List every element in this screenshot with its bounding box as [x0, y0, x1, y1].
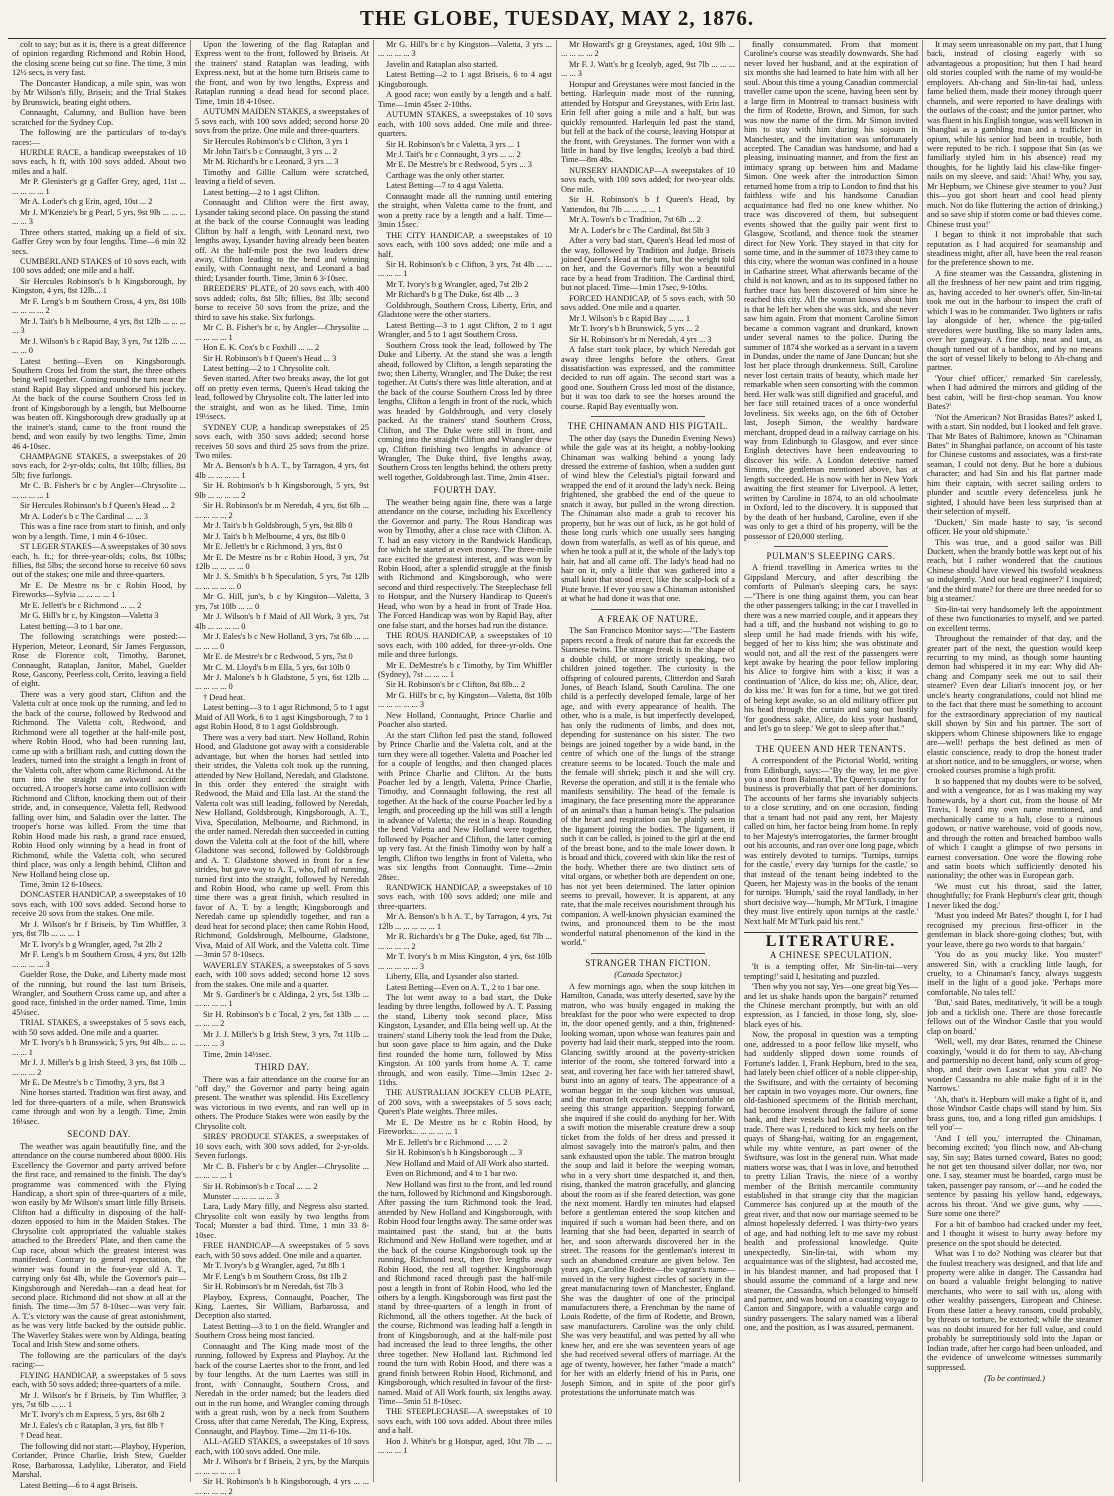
paragraph: Mr J. Wilson's b c Rapid Bay, 3 yrs, 7st 12lb ... ... ... ... 0: [12, 336, 186, 356]
paragraph: THE AUSTRALIAN JOCKEY CLUB PLATE, of 200 sovs, with a sweepstakes of 5 sovs each; Queen's Plate weights. Three miles.: [378, 1088, 552, 1117]
paragraph: Mr F. Leng's b m Southern Cross, 4 yrs, 8st 12lb ... ... ... ... 3: [12, 950, 186, 969]
paragraph: Mr J. Tait's b h Goldsbrough, 5 yrs, 9st 8lb 0: [203, 521, 353, 531]
paragraph: Mr G. Hill's br c, by Kingston—Valetta 3: [20, 611, 159, 621]
paragraph: I began to think it not improbable that such reputation as I had acquired for seamanship and steadiness might, after all, have been the real reason for the preference shown to me.: [927, 230, 1102, 268]
paragraph: Sir H. Robinson's b f Queen's Head, by Yattendon, 8st 7lb ... ... ... ... 1: [561, 195, 735, 214]
paragraph: Latest Betting—2 to 1 agst Briseis, 6 to 4 agst Kingsborough.: [378, 70, 552, 89]
paragraph: Mr J. Tait's b h Melbourne, 4 yrs, 8st 12lb ... ... ... ... 3: [12, 316, 186, 336]
paragraph: Mr J. J. Miller's b g Irish Steed, 3 yrs, 8st 10lb ... ... ... ... 2: [12, 1058, 186, 1077]
paragraph: Mr T. Ivory's b h Brunswick, 5 yrs ... 2: [569, 324, 700, 334]
paragraph: Mr C. B. Fisher's br c by Angler—Chrysolite ... ... ... ... ... 1: [195, 1161, 369, 1181]
paragraph: Time, 2min 14½sec.: [203, 1049, 272, 1059]
paragraph: † Dead heat.: [203, 692, 246, 702]
paragraph: The following scratchings were posted:—Hyperion, Meteor, Leonard, Sir James Fergusson, Rose de Florence colt, Timothy, Baronet, Connaught, Rataplan, Janitor, Mabel, Guelder Rose, Gascony, Peerless colt, Cerito, leaving a field of eight.: [12, 632, 186, 689]
column-3: [374, 40, 557, 1482]
paragraph: Mr J. Eales's b c New Holland, 3 yrs, 7st 6lb ... ... ... ... ... 0: [195, 632, 369, 651]
paragraph: Mr E. Jellett's br c Richmond, 3 yrs, 8st 0: [203, 542, 343, 552]
section-divider: [591, 609, 705, 610]
paragraph: Mr J. Wilson's br f Briseis, by Tim Whiffler, 3 yrs, 8st 7lb ... ... ... 1: [12, 919, 186, 939]
paragraph: NURSERY HANDICAP—A sweepstakes of 10 sovs each, with 100 sovs added; for two-year olds. One mile.: [561, 165, 735, 194]
paragraph: Mr E. De Mestre's b c Timothy, 3 yrs, 8st 3: [20, 1078, 165, 1088]
paragraph: Mr T. Ivory's b g Wrangler, aged, 7st 2lb 2: [386, 279, 529, 289]
paragraph: Mr E. Jellett's br c Richmond ... ... 2: [20, 600, 142, 610]
paragraph: WAVERLEY STAKES, a sweepstakes of 5 sovs each, with 100 sovs added; second horse 12 sovs from the stakes. One mile and a quarter.: [195, 960, 369, 989]
paragraph: Southern Cross took the lead, followed by The Duke and Liberty. At the stand she was a length ahead, followed by Clifton, a length separating the two; then Liberty, Wrangler, and The Duke; the rest together. At Cutts's there was little alteration, and at the back of the course Southern Cross led by three lengths, Clifton a length in front of the ruck, which was headed by Goldsbrough, and very closely packed. At the trainers' stand Southern Cross, Clifton, and The Duke were still in front, and coming into the straight Clifton and Wrangler drew up, Clifton finishing two lengths in advance of Wrangler, The Duke third, five lengths away, Southern Cross ten lengths behind, the others pretty well together, Goldsbrough last. Time, 2min 41sec.: [378, 340, 552, 482]
paragraph: Mr G. Hill's br c by Kingston—Valetta, 3 yrs ... ... ... ... ... 3: [378, 40, 552, 59]
paragraph: Connaught and The King made most of the running, followed by Express and Playboy. At the back of the course Laertes shot to the front, and led by four lengths. At the turn Laertes was still in front, with Connaught, Southern Cross, and Neredah in the order named; but the leaders died out in the run home, and Wrangler coming through with a great rush, won by a neck from Southern Cross, after that came Neredah, The King, Express, Connaught, and Playboy. Time—2m 11-6-10s.: [195, 1341, 369, 1436]
paragraph: Goldsbrough, Southern Cross, Liberty, Erin, and Gladstone were the other starters.: [378, 300, 552, 320]
section-divider: [774, 546, 888, 547]
paragraph: Guelder Rose, the Duke, and Liberty made most of the running, but round the last turn Briseis, Wrangler, and Southern Cross came up, and after a good race, finished in the order named. Time, 1min 45¼sec.: [12, 970, 186, 1017]
column-6: [923, 40, 1106, 1482]
paragraph: New Holland, Connaught, Prince Charlie and Poacher also started.: [378, 710, 552, 730]
paragraph: † Dead heat.: [20, 1431, 63, 1441]
masthead-rule: [8, 38, 1106, 39]
paragraph: Mr E. De Mestre ns br c Robin Hood, 3 yrs, 7st 12lb ... ... ... ... 0: [195, 552, 369, 572]
paragraph: Seven started. After two breaks away, the lot got off on pretty even terms, Queen's Head taking the lead, followed by Chrysolite colt. The latter led into the straight, and won as he liked. Time, 1min 19½secs.: [195, 374, 369, 422]
paragraph: A good race; won easily by a length and a half. Time—1min 45sec 2-10ths.: [378, 90, 552, 109]
column-1: [8, 40, 191, 1490]
paragraph: Mr E. de Mestre's br c Redwood, 5 yrs, 7st 0: [203, 652, 353, 662]
paragraph: Mr J. Wilson's b f Maid of All Work, 3 yrs, 7st 4lb ... ... ... ... 0: [195, 612, 369, 631]
paragraph: 'Ah, that's it. Hepburn will make a fight of it, and those Windsor Castle chaps will stand by him. Six brass guns, too, and a long rifled gun amidships. I tell you'—: [927, 1094, 1102, 1133]
paragraph: The weather was again beautifully fine, and the attendance on the course numbered about 8000. His Excellency the Governor and party arrived before the first race, and remained to the finish. The day's programme was commenced with the Flying Handicap, a short spin of three-quarters of a mile, won easily by Mr Wilson's smart little filly Briseis. Clifton had a difficulty in disposing of the half-dozen opposed to him in the Maiden Stakes. The Chrysolite colt appropriated the valuable stakes attached to the Breeders' Plate, and then came the Cup race, about which the greatest interest was manifested. Contrary to general expectation, the winner was found in the four-year old A. T., carrying only 6st 4lb, while the Governor's pair—Kingsborough and Neredah—ran a dead heat for second place. Richmond did not show at all at the finish. The time—3m 57 8-10sec—was very fair. A. T.'s victory was the cause of great astonishment, as he was very little backed by the outside public. The Waverley Stakes were won by Aldinga, beating Tocal and Irish Stew and some others.: [12, 1141, 186, 1350]
paragraph: Connaught made all the running until entering the straight, when Valetta came to the front, and won a pretty race by a length and a half. Time—3min 15sec.: [378, 191, 552, 230]
paragraph: DONCASTER HANDICAP, a sweepstakes of 10 sovs each, with 100 sovs added. Second horse to receive 20 sovs from the stakes. One mile.: [12, 890, 186, 919]
paragraph: Latest Betting—3 to 1 on the field. Wrangler and Southern Cross being most fancied.: [195, 1321, 369, 1341]
section-divider: [774, 739, 888, 740]
paragraph: Mr A. Loder's br c The Cardinal, 8st 5lb 3: [569, 225, 710, 235]
paragraph: Mr E. De Mestre ns br c Robin Hood, by Fireworks—Sylvia ... ... ... ... 1: [12, 580, 186, 600]
paragraph: Sir Hercules Robinson's b f Queen's Head ... 2: [20, 501, 175, 511]
paragraph: Mr E. DeMestre's b c Timothy, by Tim Whiffler (Sydney), 7st ... ... ... 1: [378, 660, 552, 679]
paragraph: AUTUMN MAIDEN STAKES, a sweepstakes of 5 sovs each, with 100 sovs added; second horse 20 sovs from the prize. One mile and three-quarters.: [195, 107, 369, 136]
paragraph: THE CITY HANDICAP, a sweepstakes of 10 sovs each, with 100 sovs added; one mile and a half.: [378, 230, 552, 259]
paragraph: SYDNEY CUP, a handicap sweepstakes of 25 sovs each, with 350 sovs added; second horse receives 50 sovs and third 25 sovs from the prize. Two miles.: [195, 422, 369, 461]
paragraph: Mr E. Jellett's br c Richmond ... ... 2: [386, 1137, 508, 1147]
paragraph: FREE HANDICAP—A sweepstakes of 5 sovs each, with 50 sovs added. One mile and a quarter.: [195, 1241, 369, 1260]
paragraph: This was a fine race from start to finish, and only won by a length. Time, 1 min 4 6-10sec.: [12, 522, 186, 541]
paragraph: Sir H. Robinson's b c Tocal ... ... 2: [203, 1181, 318, 1191]
paragraph: Latest Betting—6 to 4 agst Briseis.: [20, 1480, 138, 1490]
paragraph: BREEDERS' PLATE, of 20 sovs each, with 400 sovs added; colts, 8st 5lb; fillies, 8st 3lb; second horse to receive 50 sovs from the prize, and the third to save his stake. Six furlongs.: [195, 284, 369, 322]
paragraph: Mr J. Wilson's br f Briseis, 2 yrs, by the Marquis ... ... ... ... ... 1: [195, 1457, 369, 1476]
section-divider: [591, 953, 705, 954]
section-heading: PULMAN'S SLEEPING CARS.: [766, 551, 896, 562]
paragraph: Mr J. S. Smith's b h Speculation, 5 yrs, 7st 12lb ... ... ... ... ... 0: [195, 572, 369, 591]
paragraph: Sir H. Robinson's br m Neredah, 4 yrs ... 3: [569, 334, 712, 344]
paragraph: Mr Richard's b g The Duke, 6st 4lb ... 3: [386, 290, 519, 300]
paragraph: Mr A. Benson's b h A. T., by Tarragon, 4 yrs, 7st 12lb ... ... ... ... ... 1: [378, 912, 552, 931]
paragraph: The following are the particulars of to-day's races:—: [12, 128, 186, 147]
paragraph: Latest Betting—Even on A. T., 2 to 1 bar one.: [386, 982, 540, 992]
paragraph: Munster ... ... ... ... ... 3: [203, 1192, 280, 1202]
paragraph: Hon E. K. Cox's b c Foxhill ... ... 2: [203, 343, 320, 353]
paragraph: Mr J. Eales's ch c Rataplan, 3 yrs, 6st 8lb †: [20, 1420, 165, 1430]
paragraph: Mr A. Loder's ch g Erin, aged, 10st ... 2: [20, 197, 153, 207]
paragraph: Mr S. Gardiner's br c Aldinga, 2 yrs, 5st 13lb ... ... ... ... ... 1: [195, 989, 369, 1009]
paragraph: Javelin and Rataplan also started.: [386, 59, 498, 69]
paragraph: Mr J. Malone's b h Gladstone, 5 yrs, 6st 12lb ... ... ... ... ... 0: [195, 673, 369, 692]
paragraph: New Holland was first to the front, and led round the turn, followed by Richmond and Kingsborough. After passing the turn Richmond took the lead, attended by New Holland and Kingsborough, with Robin Hood four lengths away. The same order was maintained past the stand, but at the butts Richmond and New Holland were together, and at the back of the course Kingsborough took up the running, Richmond next, then five lengths away Robin Hood, the rest all together. Kingsborough and Richmond raced through past the half-mile post a length in front of Robin Hood, who led the others by a length. Kingsborough was first past the stand by three-quarters of a length in front of Richmond, all the others together. At the back of the course, Richmond was leading half a length in front of Kingsborough, and at the half-mile post had increased the lead to three lengths, the other three together. New Holland last. Richmond led round the turn with Robin Hood, and there was a grand finish between Robin Hood, Richmond, and Kingsborough, which resulted in favour of the first-named. Maid of All Work fourth, six lengths away. Time—5min 51 8-10sec.: [378, 1179, 552, 1406]
paragraph: Upon the lowering of the flag Rataplan and Express went to the front, followed by Briseis. At the trainers' stand Rataplan was leading, with Express next, but at the home turn Briseis came to the front, and won by two lengths, Express and Rataplan running a dead head for second place. Time, 1min 18 4-10sec.: [195, 40, 369, 106]
paragraph: Mr T. Ivory's ch m Express, 5 yrs, 8st 6lb 2: [20, 1410, 165, 1420]
paragraph: Sir Hercules Robinson's b h Kingsborough, by Kingston, 4 yrs, 8st 12lb... 1: [12, 276, 186, 296]
paragraph: The weather being again fine, there was a large attendance on the course, including his Excellency the Governor and party. The Rous Handicap was won by Timothy, after a close race with Clifton. A. T. had an easy victory in the Randwick Handicap, for which he started at even money. The three-mile race excited the greatest interest, and was won by Robin Hood, after a splendid struggle at the finish with Richmond and Kingsborough, who were second and third respectively. The Steeplechase fell to Hotspur, and the Nursery Handicap to Queen's Head, who won by a head in front of Trade Hoa. The Forced Handicap was won by Rapid Bay, after one false start, and the horses had run the distance.: [378, 497, 552, 630]
paragraph: A fine steamer was the Cassandra, glistening in all the freshness of her new paint and trim rigging, as, having acceded to her owner's offer, Sin-lin-tai took me out in the harbour to inspect the craft of which I was to be commander. Two lighters or rafts lay alongside of her, whence the pig-tailed stevedores were bustling, like so many laden ants, over her gangway. A fine ship, neat and taut, as though turned out of a bandbox, and by no means the sort of vessel likely to belong to Ah-chang and partner.: [927, 268, 1102, 373]
paragraph: Carthage was the only other starter.: [386, 170, 505, 180]
paragraph: THE ROUS HANDICAP, a sweepstakes of 10 sovs each, with 100 added, for three-yr-olds. One mile and three furlongs.: [378, 631, 552, 660]
paragraph: Mr G. Hill's br c, by Kingston—Valetta, 8st 10lb ... ... ... ... ... 3: [378, 690, 552, 710]
paragraph: HURDLE RACE, a handicap sweepstakes of 10 sovs each, h ft, with 100 sovs added. About two miles and a half.: [12, 147, 186, 176]
paragraph: Sir H. Robinson's b h Kingsborough, 4 yrs ... ... ... ... ... ... 2: [195, 1477, 369, 1496]
paragraph: Sir H. Robinson's br c Valetta, 3 yrs ... 1: [386, 139, 521, 149]
paragraph: 'And I tell you,' interrupted the Chinaman, becoming excited; 'you flinch now, and Ah-chang say, Sin say; Bates turned coward, Bates no good; he not get ten thousand silver dollar, nor two, nor one. I say, steamer must be boarded, cargo must be taken, passenger pay ransom, or'—and he coded the sentence by passing his yellow hand, edgeways, across his throat. 'And we give guns, why ——. Sure some one there?': [927, 1133, 1102, 1219]
paragraph: Mr A. Loder's b c The Cardinal ... ... 3: [20, 511, 148, 521]
paragraph: colt to say; but as it is, there is a great difference of opinion regarding Richmond and Robin Hood, the closing scene being cut so fine. The time, 3 min 12½ secs, is very fast.: [12, 40, 186, 78]
paragraph: A few mornings ago, when the soup kitchen in Hamilton, Canada, was utterly deserted, save by the matron, who was busily engaged in making the breakfast for the poor who were expected to drop in, the door opened gently, and a thin, frightened-looking woman, upon whose wan features pain and poverty had laid their mark, stepped into the room. Glancing swiftly around at the poverty-stricken interior of the room, she tottered forward into a seat, and covering her face with her tattered shawl, burst into an agony of tears. The appearance of a woman beggar in the soup kitchen was unusual, and the matron felt exceedingly uncomfortable on seeing this strange apparition. Stepping forward, she inquired if she could do anything for her. With a swift motion the miserable creature drew a soup ticket from the folds of her dress and pressed it almost savagely into the matron's palm, and then sank exhausted upon the table. The matron brought the soup and laid it before the weeping woman, who in a very short time despatched it, and then, rising, thanked the matron gracefully, and glancing about the room as if she feared detection, was gone the next moment. Hardly ten minutes had elapsed before a gentleman entered the soup kitchen and inquired if such a woman had been there, and on learning that she had been, departed in search of her, and soon afterwards discovered her in the street. The reasons for the gentleman's interest in such an abandoned creature are given below. Ten years ago, Caroline Rodette—the vagrant's name—moved in the very highest circles of society in the great manufacturing town of Manchester, England. She was the daughter of one of the principal manufacturers there, a Frenchman by the name of Louis Rodette, of the firm of Rodette, and Brown, saw manufacturers. Caroline was the only child. She was very beautiful, and was petted by all who knew her, and ere she was seventeen years of age she had received several offers of marriage. At the age of twenty, however, her father "made a match" for her with an elderly friend of his in Paris, one Joseph Simon, and in spite of the poor girl's protestations the unfortunate match was: [561, 981, 735, 1398]
paragraph: 'Duckett,' Sin made haste to say, 'is second officer. He your old shipmate.': [927, 517, 1102, 537]
paragraph: Mr C. B. Fisher's br c, by Angler—Chrysolite ... ... ... ... ... 1: [195, 323, 369, 342]
paragraph: Sin-lin-tai very handsomely left the appointment of these two functionaries to myself, and we parted on excellent terms.: [927, 604, 1102, 633]
paragraph: Mr F. Leng's b m Southern Cross, 4 yrs, 8st 10lb ... ... ... ... 2: [12, 296, 186, 316]
paragraph: THE STEEPLECHASE—A sweepstakes of 10 sovs each, with 100 sovs added. About three miles and a half.: [378, 1407, 552, 1436]
paragraph: Mr G. Hill, jun's, b c by Kingston—Valetta, 3 yrs, 7st 10lb ... ... 0: [195, 592, 369, 611]
paragraph: ST LEGER STAKES—A sweepstakes of 30 sovs each, h. ft.; for three-year-olds; colts, 8st 10lbs; fillies, 8st 5lbs; the second horse to receive 60 sovs out of the stakes; one mile and three-quarters.: [12, 542, 186, 580]
paragraph: Mr E. De Mestre's br c Redwood, 5 yrs ... 3: [386, 160, 532, 170]
column-4: [557, 40, 740, 1482]
paragraph: The other day (says the Dunedin Evening News) while the gale was at its height, a nobby-looking Chinaman was walking behind a young lady dressed the extreme of fashion, when a sudden gust of wind blew the Celestial's pigtail forward and wrapped the end of it around the lady's neck. Being frightened, she grabbed the end of the queue to snatch it away, but pulled in the wrong direction. The Chinaman also made a grab to recover his property, but he was out of luck, as he got hold of those long curls which one usually sees hanging down from waterfalls, as well as of his queue, and when he took a pull at it, the whole of the lady's top hair, hat and all came off. The lady's head had no hair on it, only a little that was gathered into a small knot that stood erect, like the scalp-lock of a Piute brave. If ever you saw a Chinaman astonished at what he had done it was that one.: [561, 433, 735, 604]
paragraph: It may seem unreasonable on my part, that I hung back, instead of closing eagerly with so advantageous a proposition; but then I had heard old stories coupled with the name of my would-be employers. Ah-chang and Sin-lin-tai had, unless fame belied them, made their money through queer channels, and were reported to have dealings with the outlaws of the coast; and the junior partner, who was fluent in his English tongue, was well known in Shanghai as a gambling man and a trafficker in opium, while his senior had been in trouble, both were reputed to be rich. I suppose that Sin (as we familiarly styled him in his absence) read my thoughts, for he lightly laid his claw-like finger-nails on my sleeve, and said: 'Ahai! Why, you say, Mr Hepburn, we Chinese give steamer to you? Just this—you got short heart and cool head plenty much. Not do like fluttering the action of drinking,) and so save ship if storm come or bad thieves come. Chinese trust you!': [927, 40, 1102, 229]
paragraph: Latest betting—2 to 1 Chrysolite colt.: [203, 363, 331, 373]
paragraph: Playboy, Express, Connaught, Poacher, The King, Laertes, Sir William, Barbarossa, and Deception also started.: [195, 1292, 369, 1321]
section-heading: A CHINESE SPECULATION.: [769, 949, 893, 960]
paragraph: Sir H. Robinson's br c Clifton, 8st 8lb... 2: [386, 680, 526, 690]
section-heading: SECOND DAY.: [67, 1129, 131, 1140]
paragraph: Liberty, Ella, and Lysander also started.: [386, 972, 519, 982]
paragraph: Connaught, Calumny, and Bullion have been scratched for the Sydney Cup.: [12, 108, 186, 127]
masthead-title: THE GLOBE, TUESDAY, MAY 2, 1876.: [359, 6, 755, 30]
masthead: [0, 6, 1114, 36]
paragraph: 'Then why you not say, Yes—one great big Yes—and let us shake hands upon the bargain?' returned the Chinese merchant promptly, but with an old expression, as I fancied, in those long, sly, sloe-black eyes of his.: [744, 982, 918, 1029]
paragraph: Time, 3min 12 6-10secs.: [20, 879, 103, 889]
literature-heading: LITERATURE.: [744, 932, 918, 946]
paragraph: Latest betting—Even on Kingsborough. Southern Cross led from the start, the three others being well together. Coming round the turn near the stand Rapid Bay slipped and unhorsed his jockey. At the back of the course Southern Cross led in front of Kingsborough by a length, but Melbourne was beaten off. Kingsborough drew gradually up at the trainer's stand, came to the front round the bend, and won easily by two lengths. Time, 2min 46 4-10sec.: [12, 356, 186, 451]
paragraph: Mr J. Tait's b h Melbourne, 4 yrs, 8st 8lb 0: [203, 531, 346, 541]
paragraph: It so happened that my doubts were to be solved, and with a vengeance, for as I was making my way homewards, by a short cut, from the house of Mr Travis, I heard my own name mentioned, and mechanically came to a halt, close to a ruinous godown, or native warehouse, void of goods now, and through the rotten and breached bamboo walls of which I caught a glimpse of two persons in earnest conversation. One wore the flowing robe and satin boots which sufficiently denoted his nationality; the other was in European garb.: [927, 776, 1102, 881]
paragraph: Connaught and Clifton were the first away, Lysander taking second place. On passing the stand at the back of the course Connaught was leading Clifton by half a length, with Leonard next, two lengths away, Lysander having already been beaten off. At the half-mile post the two leaders drew away, Clifton leading to the bend and winning easily, with Connaught next, and Leonard a bad third; Lysander fourth. Time, 3min 6 3-10sec.: [195, 198, 369, 283]
paragraph: Latest betting—3 to 1 agst Richmond, 5 to 1 agst Maid of All Work, 6 to 1 agst Kingsborough, 7 to 1 agst Robin Hood, 8 to 1 agst Goldsbrough.: [195, 703, 369, 732]
paragraph: There was a fair attendance on the course for an "off day," the Governor and party being again present. The weather was splendid. His Excellency was victorious in two events, and ran well up in others. The Produce Stakes were won easily by the Chrysolite colt.: [195, 1074, 369, 1131]
paragraph: Latest Betting—3 to 1 agst Clifton, 2 to 1 agst Wrangler, and 5 to 1 agst Southern Cross.: [378, 320, 552, 340]
paragraph: RANDWICK HANDICAP, a sweepstakes of 10 sovs each, with 100 sovs added; one mile and three-quarters.: [378, 882, 552, 911]
paragraph: CHAMPAGNE STAKES, a sweepstakes of 20 sovs each, for 2-yr-olds; colts, 8st 10lb; fillies, 8st 5lb; five furlongs.: [12, 452, 186, 480]
paragraph: Now, the proposal in question was a tempting one, addressed to a poor fellow like myself, who had suddenly slipped down some rounds of Fortune's ladder. I, Frank Hepburn, bred to the sea, had lately been chief officer of a noble clipper-ship, the Swiftsure, and with the certainty of becoming her captain in two voyages more. Our owners, fine old-fashioned specimens of the British merchant, had become insolvent through the failure of some bank, and their vessels had been sold for another trade. There was I, reduced to kick my heels on the quays of Shang-hai, waiting for an engagement, while my white venture, as part owner of the Swiftsure, was lost in the general ruin. What made matters worse was, that I was in love, and betrothed to pretty Lilian Travis, the niece of a worthy member of the British mercantile community established in that strange city that the magician Commerce has conjured up at the mouth of the great river, and that now our marriage seemed to be almost hopelessly deferred. I was thirty-two years of age, and had nothing left to me save my robust health and professional knowledge. Quite unexpectedly, Sin-lin-tai, with whom my acquaintance was of the slightest, had accosted me, in his blandest manner, and had proposed that I should assume the command of a large and new steamer, the Cassandra, which belonged to himself and partner, and was bound on a coasting voyage to Canton and Singapore, with a valuable cargo and sundry passengers. The salary named was a liberal one, and the position, as I was assured, permanent.: [744, 1030, 918, 1333]
paragraph: Hotspur and Greystanes were most fancied in the betting. Harlequin made most of the running, attended by Hotspur and Greystanes, with Erin last. Erin fell after going a mile and a half, but was quickly remounted. Harlequin led past the stand, but fell at the back of the course, leaving Hotspur at the front, with Greystanes. The former won with a little in hand by five lengths, Iceolyb a bad third. Time—8m 48s.: [561, 79, 735, 165]
columns: [8, 40, 1106, 1496]
paragraph: The San Francisco Monitor says:—"The Eastern papers record a freak of nature that far exceeds the Siamese twins. The strange freak is in the shape of a double child, or more strictly speaking, two children joined together. The curiosity is the offspring of coloured parents, Clitterdon and Sarah Jones, of Beach Island, South Carolina. The one child is a perfectly developed female, large of her age, and with every appearance of health. The other, who is a male, is but imperfectly developed, has only the rudiments of limbs, and does not, depending for sustenance on his sister. The two beings are joined together by a wide band, in the centre of which one of the lungs of the strange creature seems to be located. Touch the male and the female will shriek; pinch it and she will cry. Reverse the operation, and still it is the female who manifests sensibility. The head of the female is imaginary, the face presenting more the appearance of an animal's than a human being's. The pulsation of the heart and respiration can be plainly seen in the ligament joining the bodies. The ligament, if such it can be called, is joined to the girl at the end of the breast bone, and to the male lower down. It is broad and thick, covered with skin like the rest of the body. Whether there are two distinct sets of vital organs, or whether both are dependent on one, has not yet been determined. The latter opinion seems to prevail, however. It is apparent, at any rate, that the male receives nourishment through his companion. A well-known physician examined the twins, and pronounced them to be the most wonderful natural phenomenon of the kind in the world.": [561, 626, 735, 948]
paragraph: Sir H. Robinson's br m Neredah, 4 yrs, 6st 6lb ... ... ... ... ... 2: [195, 501, 369, 520]
paragraph: Latest betting—2 to 1 agst Clifton.: [203, 187, 320, 197]
paragraph: Mr John Tait's b c Connaught, 3 yrs ... 2: [203, 146, 338, 156]
section-heading: A FREAK OF NATURE.: [597, 613, 699, 624]
paragraph: The following are the particulars of the day's racing:—: [12, 1350, 186, 1370]
paragraph: The following did not start:—Playboy, Hyperion, Coriander, Prince Charlie, Irish Stew, Guelder Rose, Barbarossa, Ladylike, Liberator, and Field Marshal.: [12, 1441, 186, 1480]
paragraph: 'Not the American? Not Brasidas Bates?' asked I, with a start. Sin nodded, but I looked and felt grave. That Mr Bates of Baltimore, known as "Chinaman Bates" in Shanghai parlance, on account of his taste for Chinese customs and associates, was a first-rate seaman, I could not deny. But he bore a dubious character; and had Sin and his flat partner made him their captain, with secret sailing orders to plunder and scuttle every defenceless junk he sighted, I should have been less surprised than at their selection of myself.: [927, 412, 1102, 517]
paragraph: Latest betting—3 to 1 bar one.: [20, 621, 123, 631]
paragraph: This was true, and a good sailor was Bill Duckett, when the brandy bottle was kept out of his reach, but I rather wondered that the cautious Chinese should have viewed his twofold weakness so indulgently. 'And our head engineer?' I inquired; 'and the third mate? for there are three needed for so big a steamer.': [927, 537, 1102, 604]
continued-note: (To be continued.): [984, 1373, 1045, 1383]
paragraph: Sir H. Robinson's b f Queen's Head ... 3: [203, 353, 337, 363]
paragraph: Mr J. Wilson's b c Rapid Bay ... ... 1: [569, 313, 691, 323]
source-credit: (Canada Spectator.): [614, 970, 682, 980]
paragraph: Mr P. Glenister's gr g Gaffer Grey, aged, 11st ... ... ... ... ... 1: [12, 177, 186, 196]
paragraph: Sir H. Robinson's br m Neredah, 6st 7lb 3: [203, 1282, 344, 1292]
section-divider: [591, 416, 705, 417]
paragraph: 'We must cut his throat, said the latter, thoughtfully; for Frank Hepburn's clear grit, though I never liked the dog.': [927, 881, 1102, 910]
paragraph: ALL-AGED STAKES, a sweepstakes of 10 sovs each, with 100 sovs added. One mile.: [195, 1437, 369, 1456]
paragraph: A friend travelling in America writes to the Gippsland Mercury, and after describing the comforts of Pulman's sleeping cars, he says:—"There is one thing against them, you can hear the other passengers talking; in the car I travelled in there was a new married couple, and it appears they had a tiff, and the husband not wishing to go to sleep until he had made friends with his wife, begged of her to kiss him; she was obstinate and would not, and all the rest of the passengers were kept awake by hearing the poor fellow imploring his Alice to forgive him with a kiss; it was a continuation of 'Alice, do kiss me; oh, Alice, dear, do kiss me.' It was fun for a time, but we got tired of being kept awake, so an old military officer put his head through the curtain and sang out lustily 'for goodness sake, Alice, do kiss your husband, and let's go to sleep.' We got to sleep after that.": [744, 563, 918, 734]
paragraph: Even on Richmond, and 4 to 1 bar two.: [386, 1169, 518, 1179]
paragraph: For a bit of bamboo had cracked under my feet, and I thought it wisest to hurry away before my presence on the spot should be detected.: [927, 1219, 1102, 1248]
paragraph: FLYING HANDICAP, a sweepstakes of 5 sovs each, with 50 sovs added; three-quarters of a mile.: [12, 1370, 186, 1390]
paragraph: Three others started, making up a field of six. Gaffer Grey won by four lengths. Time—6 min 32 secs.: [12, 227, 186, 256]
paragraph: A false start took place, by which Neredah got away three lengths before the others. Great dissatisfaction was expressed, and the committee decided to run off again. The second start was a good one. Southern Cross led most of the distance, but it was too dark to see the horses around the course. Rapid Bay eventually won.: [561, 345, 735, 411]
paragraph: 'It is a tempting offer, Mr Sin-lin-tai—very tempting!' said I, hesitating and puzzled.: [744, 962, 918, 981]
paragraph: Nine horses started. Tradition was first away, and led for three-quarters of a mile, when Brunswick came through and won by a length. Time, 2min 16¼sec.: [12, 1088, 186, 1126]
paragraph: Mr T. Ivory's b m Miss Kingston, 4 yrs, 6st 10lb ... ... ... ... ... 3: [378, 952, 552, 971]
paragraph: There was a very bad start. New Holland, Robin Hood, and Gladstone got away with a considerable advantage, but when the horses had settled into their strides, the Valetta colt took up the running, attended by New Holland, Neredah, and Gladstone. In this order they entered the straight with Redwood, the Maid and Ella last. At the stand the Valetta colt was still leading, followed by Neredah, New Holland, Goldsbrough, Kingsborough, A. T., Viva, Speculation, Melbourne, and Richmond, in the order named. Neredah then succeeded in cutting down the Valetta colt at the foot of the hill, where Gladstone was second, followed by Goldsbrough and A. T. Gladstone showed in front for a few strides, but gave way to A. T., who, full of running, turned first into the straight, followed by Neredah and Robin Hood, who came up well. From this time there was a great finish, which resulted in favor of A. T. by a length; Kingsborough and Neredah came up splendidly together, and ran a dead heat for second place; then came Robin Hood, Richmond, Goldsbrough, Melbourne, Gladstone, Viva, Maid of All Work, and the Valetta colt. Time—3min 57 8-10secs.: [195, 732, 369, 960]
paragraph: Sir H. Robinson's b h Kingsborough, 5 yrs, 9st 9lb ... ... ... ... 2: [195, 481, 369, 500]
paragraph: Sir H. Robinson's b h Kingsborough ... 3: [386, 1148, 523, 1158]
paragraph: The lot went away to a bad start, the Duke leading by three lengths, followed by A. T. Passing the stand, Liberty took second place, Miss Kingston, Lysander, and Ella being well up. At the trainers' stand Liberty took the lead from the Duke, but soon gave place to him again, and the Duke first rounded the home turn, followed by Miss Kingston. At 100 yards from home A. T. came through, and won easily. Time—3min 12sec 2-11ths.: [378, 992, 552, 1088]
paragraph: TRIAL STAKES, a sweepstakes of 5 sovs each, with 50 sovs added. One mile and a quarter.: [12, 1018, 186, 1037]
paragraph: Mr A. Benson's b h A. T., by Tarragon, 4 yrs, 6st 4lb ... ... ... ... 1: [195, 461, 369, 480]
paragraph: Mr A. Town's b c Tradition, 7st 6lb ... 2: [569, 215, 701, 225]
paragraph: Mr J. M'Kenzie's br g Pearl, 5 yrs, 9st 9lb ... ... ... ... ... 3: [12, 207, 186, 227]
paragraph: 'But,' said Bates, meditatively, 'it will be a tough job and a ticklish one. There are those forecastle fellows out of the Windsor Castle that you would clap on board.': [927, 998, 1102, 1036]
paragraph: Mr E. De Mestre ns br c Robin Hood, by Fireworks... ... ... ... ... 1: [378, 1117, 552, 1137]
paragraph: Timothy and Gillie Callum were scratched, leaving a field of seven.: [195, 167, 369, 187]
paragraph: The Doncaster Handicap, a mile spin, was won by Mr Wilson's filly, Briseis; and the Trial Stakes by Brunswick, beating eight others.: [12, 78, 186, 107]
paragraph: Sir H. Robinson's b c Clifton, 3 yrs, 7st 4lb ... ... ... ... ... 1: [378, 259, 552, 279]
paragraph: SIRES' PRODUCE STAKES, a sweepstakes of 10 sovs each, with 300 sovs added, for 2-yr-olds. Seven furlongs.: [195, 1132, 369, 1161]
paragraph: There was a very good start, Clifton and the Valetta colt at once took up the running, and led to the back of the course, followed by Redwood and Richmond. The Valetta colt, Redwood, and Richmond were all together at the half-mile post, where Robin Hood, who had been running last, came up with a brilliant rush, and cutting down the leaders, turned into the straight a length in front of the Valetta colt, after whom came Richmond. At the turn into the straight an awkward accident occurred. A trooper's horse came into collision with Richmond and Clifton, knocking them out of their stride, and, in consequence, Valetta fell, Redwood falling over him, and Saladin over the latter. The trooper's horse was killed. From the time that Robin Hood made his rush, a grand race ensued, Robin Hood only winning by a head in front of Richmond, while the Valetta colt, who secured third place, was only a length behind, Clifton and New Holland being close up.: [12, 689, 186, 879]
paragraph: New Holland and Maid of All Work also started.: [386, 1158, 549, 1168]
paragraph: At the start Clifton led past the stand, followed by Prince Charlie and the Valetta colt, and at the turn they were all together. Valetta and Poacher led for a couple of lengths, and then changed places with Prince Charlie and Clifton. At the butts Poacher led by a length, Valetta, Prince Charlie, Timothy, and Connaught following, the rest all together. At the back of the course Poacher led by a length, and proceeding up the hill was still a length in advance of Valetta; the rest in a heap. Rounding the bend Valetta and New Holland were together, followed by Poacher and Clifton, the latter coming up very fast. At the finish Timothy won by half a length, Clifton two lengths in front of Valetta, who was six lengths from Connaught. Time—2min 28sec.: [378, 730, 552, 882]
paragraph: Throughout the remainder of that day, and the greater part of the next, the question would keep recurring to my mind, as though some haunting demon had whispered it in my ear: Why did Ah-chang and Company seek me out to sail their steamer? Even dear Lilian's innocent joy, or her uncle's hearty congratulations, could not blind me to the fact that there must be something to account for the extraordinary appreciation of my nautical skill shown by Sin and his partner. The sort of skippers whom Chinese shipowners like to engage are—well! perhaps the best defined as men of elastic conscience, ready to drop the honest trader at short notice, and to be smugglers, or worse, when crooked courses promise a high profit.: [927, 634, 1102, 776]
paragraph: Mr R. Richards's br g The Duke, aged, 6st 7lb ... ... ... ... ... 2: [378, 932, 552, 951]
paragraph: Mr J. J. Miller's b g Irish Stew, 3 yrs, 7st 11lb ... ... ... ... 3: [195, 1029, 369, 1049]
paragraph: Mr J. Tait's br c Connaught, 3 yrs ... ... 2: [386, 149, 521, 159]
paragraph: Mr T. Ivory's b h Brunswick, 5 yrs, 9st 4lb... ... ... ... ... 1: [12, 1038, 186, 1057]
section-heading: STRANGER THAN FICTION.: [585, 957, 711, 968]
paragraph: Latest Betting—7 to 4 agst Valetta.: [386, 181, 504, 191]
section-heading: THE QUEEN AND HER TENANTS.: [755, 743, 907, 754]
paragraph: Sir Hercules Robinson's b c Clifton, 3 yrs 1: [203, 136, 349, 146]
paragraph: Hon J. White's br g Hotspur, aged, 10st 7lb ... ... ... ... ... 1: [378, 1436, 552, 1456]
paragraph: Mr J. Wilson's br f Briseis, by Tim Whiffler, 3 yrs, 7st 6lb ... ... 1: [12, 1390, 186, 1409]
paragraph: A correspondent of the Pictorial World, writing from Edinburgh, says:—"By the way, let me give you a snot from Balmoral. The Queen's capacity for business is proverbially that part of her dominions. The accounts of her farms she invariably subjects to a close scrutiny, and on one occasion, finding that a tenant had not paid any rent, her Majesty called on him, her factor being from home. In reply to her Majesty's interrogatories, the farmer brought out his accounts, and ran over one long page, which was entirely devoted to turnips. 'Turnips, turnips for the castle,' every day 'turnips for the castle,' so that instead of the tenant being indebted to the Queen, her Majesty was in the books of the tenant for turnips. 'Humph,' said the royal landlady, in her short decisive way—'humph, Mr M'Turk, I imagine they must live entirely upon turnips at the castle.' Next half Mr M'Turk paid his rent.": [744, 756, 918, 926]
section-heading: FOURTH DAY.: [433, 485, 497, 496]
paragraph: 'Well, well, my dear Bates, returned the Chinese coaxingly, 'would it do for them to say, Ah-chang and partnership no decent hand, only scum of grog-shop, and their own Lascar what you call? No wonder Cassandra no able make fight of it in the Narrows.': [927, 1037, 1102, 1094]
paragraph: What was I to do? Nothing was clearer but that the foulest treachery was designed, and that life and property were alike in danger. The Cassandra had on board a valuable freight belonging to native merchants, who were to sail with us, along with other wealthy passengers, European and Chinese. From these latter a heavy ransom, could probably, by threats or torture, be extorted; while the steamer was no doubt insured for her full value, and could probably be surreptitiously sold into the Japan or Indian trade, after her cargo had been unloaded, and the evidence of unwelcome witnesses summarily suppressed.: [927, 1249, 1102, 1372]
column-2: [191, 40, 374, 1496]
paragraph: Lara, Lady Mary filly, and Negress also started. Chrysolite colt won easily by two lengths from Tocal; Munster a bad third. Time, 1 min 33 8-10sec.: [195, 1202, 369, 1240]
column-5: [740, 40, 923, 1482]
section-heading: THIRD DAY.: [254, 1062, 310, 1073]
paragraph: Mr C. B. Fisher's br c by Angler—Chrysolite ... ... ... ... ... 1: [12, 481, 186, 500]
paragraph: Mr Howard's gr g Greystanes, aged, 10st 9lb ... ... ... ... ... 2: [561, 40, 735, 59]
paragraph: Sir H. Robinson's b c Tocal, 2 yrs, 5st 13lb ... ... ... ... ... 2: [195, 1009, 369, 1029]
paragraph: 'Your chief officer,' remarked Sin carelessly, when I had admired the mirrors and gilding of the best cabin, 'will be first-chop seaman. You know Bates?': [927, 373, 1102, 412]
paragraph: finally consummated. From that moment Caroline's course was steadily downwards. She had never loved her husband, and at the expiration of six months she had learned to hate him with all her soul. About this time a young Canadian commercial traveller came upon the scene, having been sent by a large firm in Montreal to transact business with the firm of Rodette, Brown, and Simon, for such was now the name of the firm. Mr Simon invited him to stay with him during his sojourn in Manchester, and the invitation was unfortunately accepted. The Canadian was handsome, and had a pleasing, insinuating manner, and from the first an intimacy sprang up between him and Madame Simon. One week after the introduction Simon returned home from a trip to London to find that his faithless wife and his handsome Canadian acquaintance had fled no one knew whither. No trace was discovered of them, but subsequent events showed that the guilty pair went first to Glasgow, Scotland, and thence took the steamer direct for New York. They stayed in that city for some time, and in the summer of 1873 they came to this city, where the woman was confined in a house in Catharine street. What afterwards became of the child is not known, and as to its supposed father no further trace has been discovered of him since he reached this city. All the woman knows about him is that he left her when she was sick, and she never saw him again. From that moment Caroline Simon became a common vagrant and drunkard, known under several names to the police. During the summer of 1874 she worked as a servant in a tavern in Dundas, under the name of Jane Duncan; but she lost her place through drunkenness. Still, Caroline never lost certain traits of beauty, which made her remarkable when seen consorting with the common herd. Her walk was still dignified and graceful, and her face still retained traces of a once wonderful loveliness. Six weeks ago, on the 6th of October last, Joseph Simon, the wealthy hardware merchant, dropped dead in a railway carriage on his way from Edinburgh to Glasgow, and ever since English detectives have been endeavouring to discover his wife. A London detective named Simms, the gentleman mentioned above, has at length succeeded. He is now with her in New York awaiting the first steamer for Liverpool. A letter, written by Caroline in 1874, to an old schoolmate in Oxford, led to the discovery. It is supposed that by the death of her husband, Caroline, even if she was only to get a third of his property, will be the possessor of £20,000 sterling.: [744, 40, 918, 541]
paragraph: Mr T. Ivory's b g Wrangler, aged, 7st 2lb 2: [20, 939, 163, 949]
paragraph: Mr M. Richard's br c Leonard, 3 yrs ... 3: [203, 157, 339, 167]
paragraph: Mr F. Leng's b m Southern Cross, 8st 1lb 2: [203, 1271, 347, 1281]
paragraph: 'Must you indeed Mr Bates?' thought I, for I had recognised my precious first-officer in the gentleman in black shore-going clothes; 'but, with your leave, there go two words to that bargain.': [927, 911, 1102, 949]
paragraph: Mr C. M. Lloyd's b m Ella, 5 yrs, 6st 10lb 0: [203, 662, 350, 672]
paragraph: CUMBERLAND STAKES of 10 sovs each, with 100 sovs added; one mile and a half.: [12, 256, 186, 276]
paragraph: AUTUMN STAKES, a sweepstakes of 10 sovs each, with 100 sovs added. One mile and three-quarters.: [378, 110, 552, 139]
paragraph: Mr T. Ivory's b g Wrangler, aged, 7st 8lb 1: [203, 1261, 346, 1271]
paragraph: Mr F. J. Watt's br g Iceolyb, aged, 9st 7lb ... ... ... ... ... 3: [561, 59, 735, 79]
paragraph: 'You do as you mucky like. You muster!' answered Sin, with a crackling little laugh, for cruelty, to a Chinaman's fancy, always suggests itself in the light of a good joke. 'Perhaps more comfortable. No tales tell.': [927, 950, 1102, 997]
paragraph: FORCED HANDICAP, of 5 sovs each, with 50 sovs added. One mile and a quarter.: [561, 293, 735, 313]
paragraph: After a very bad start, Queen's Head led most of the way, followed by Tradition and Judge. Briseis joined Queen's Head at the turn, but the weight told on her, and the Governor's filly won a beautiful race by a head from Tradition. The Cardinal third, but not placed. Time—1min 17sec, 9-10ths.: [561, 236, 735, 293]
section-heading: THE CHINAMAN AND HIS PIGTAIL.: [567, 421, 729, 432]
